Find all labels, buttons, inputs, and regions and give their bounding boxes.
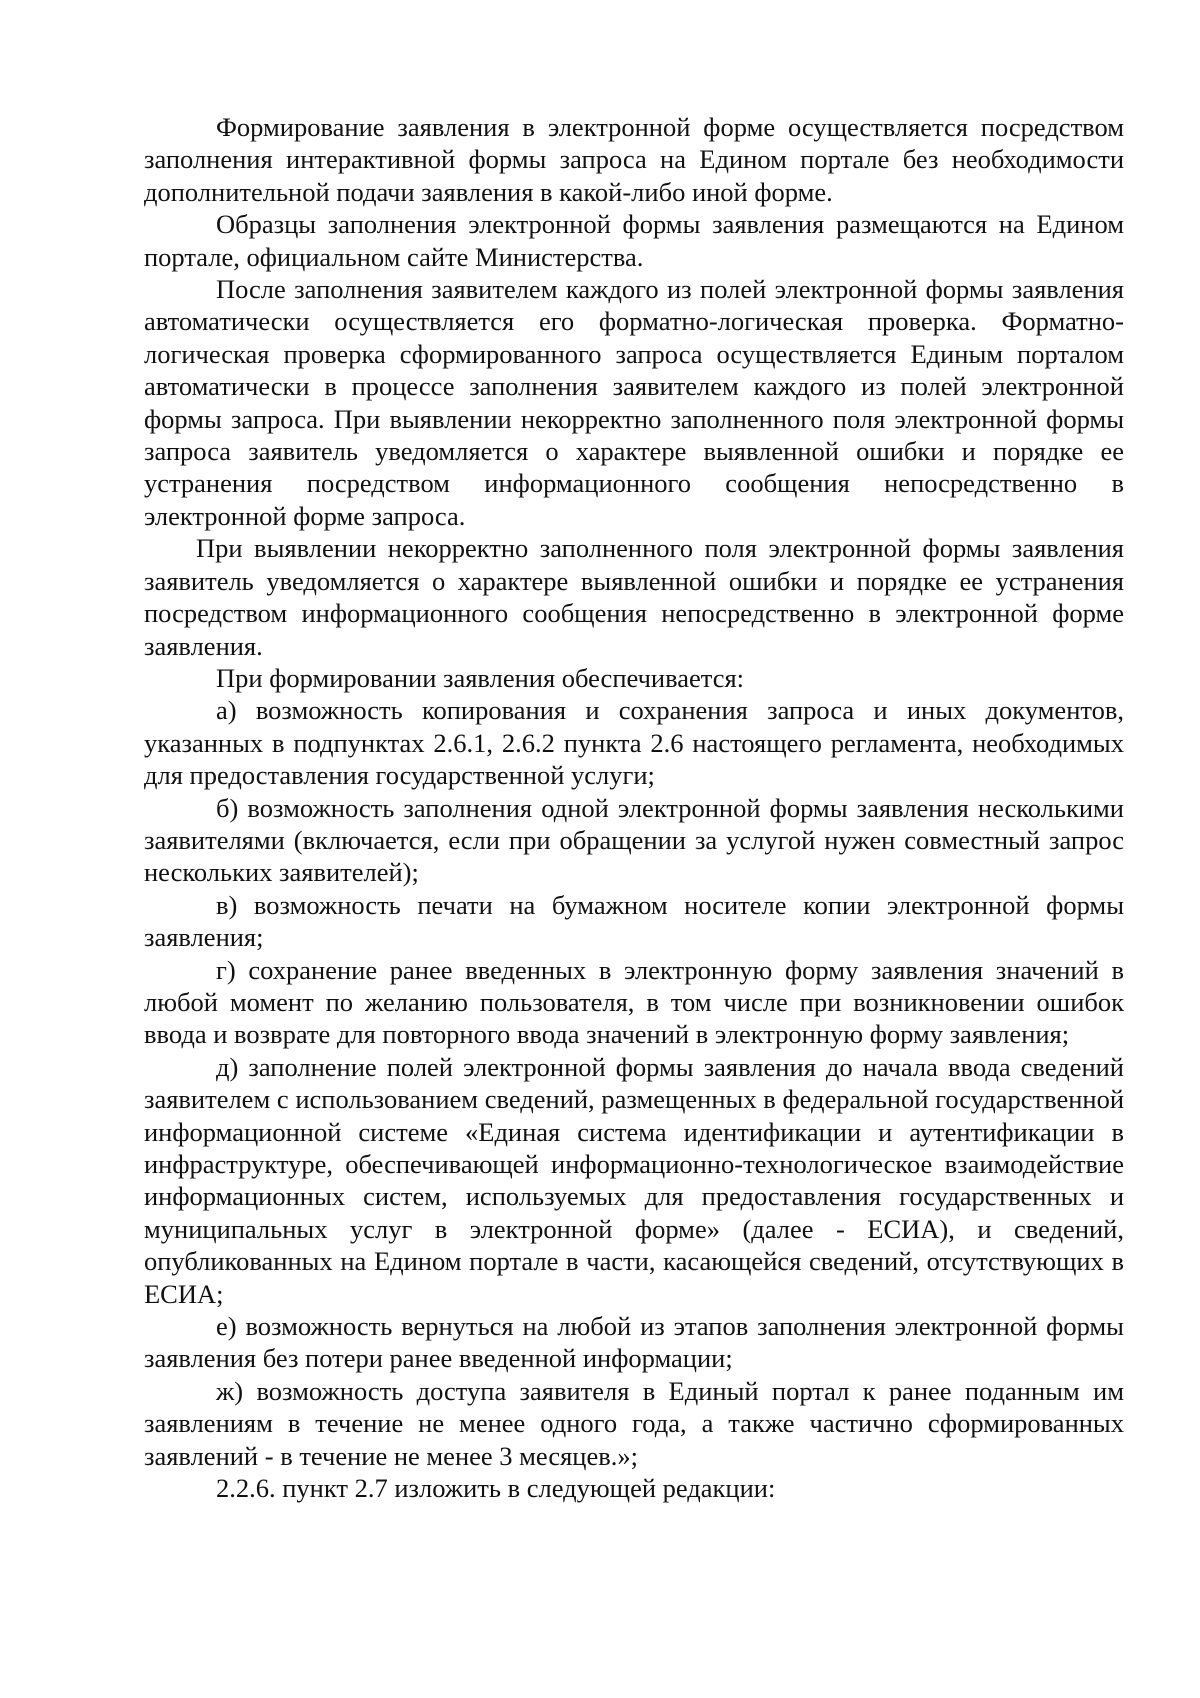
list-item: б) возможность заполнения одной электронной формы заявления несколькими заявителями (включается, если при обращении за услугой нужен совместный запрос нескольких заявителей);: [144, 792, 1124, 888]
paragraph: 2.2.6. пункт 2.7 изложить в следующей редакции:: [216, 1473, 776, 1504]
list-item: г) сохранение ранее введенных в электронную форму заявления значений в любой момент по желанию пользователя, в том числе при возникновении ошибок ввода и возврате для повторного ввода значений в электронную форму заявления;: [144, 954, 1124, 1050]
paragraph: После заполнения заявителем каждого из полей электронной формы заявления автоматически осуществляется его форматно-логическая проверка. Форматно-логическая проверка сформированного запроса осуществляется Единым порталом автоматически в процессе заполнения заявителем каждого из полей электронной формы запроса. При выявлении некорректно заполненного поля электронной формы запроса заявитель уведомляется о характере выявленной ошибки и порядке ее устранения посредством информационного сообщения непосредственно в электронной форме запроса.: [144, 274, 1124, 531]
paragraph: При формировании заявления обеспечивается:: [216, 662, 745, 693]
list-item: ж) возможность доступа заявителя в Единый портал к ранее поданным им заявлениям в течение не менее одного года, а также частично сформированных заявлений - в течение не менее 3 месяцев.»;: [144, 1375, 1124, 1471]
list-item: а) возможность копирования и сохранения запроса и иных документов, указанных в подпунктах 2.6.1, 2.6.2 пункта 2.6 настоящего регламента, необходимых для предоставления государственной услуги;: [144, 695, 1124, 791]
list-item: е) возможность вернуться на любой из этапов заполнения электронной формы заявления без потери ранее введенной информации;: [144, 1311, 1124, 1374]
paragraph: При выявлении некорректно заполненного поля электронной формы заявления заявитель уведомляется о характере выявленной ошибки и порядке ее устранения посредством информационного сообщения непосредственно в электронной форме заявления.: [144, 533, 1124, 661]
list-item: в) возможность печати на бумажном носителе копии электронной формы заявления;: [144, 889, 1124, 953]
paragraph: Формирование заявления в электронной форме осуществляется посредством заполнения интерактивной формы запроса на Едином портале без необходимости дополнительной подачи заявления в какой-либо иной форме.: [144, 112, 1124, 207]
paragraph: Образцы заполнения электронной формы заявления размещаются на Едином портале, официальном сайте Министерства.: [144, 209, 1124, 272]
document-body: [144, 111, 1124, 1504]
list-item: д) заполнение полей электронной формы заявления до начала ввода сведений заявителем с использованием сведений, размещенных в федеральной государственной информационной системе «Единая система идентификации и аутентификации в инфраструктуре, обеспечивающей информационно-технологическое взаимодействие информационных систем, используемых для предоставления государственных и муниципальных услуг в электронной форме» (далее - ЕСИА), и сведений, опубликованных на Едином портале в части, касающейся сведений, отсутствующих в ЕСИА;: [144, 1051, 1124, 1309]
